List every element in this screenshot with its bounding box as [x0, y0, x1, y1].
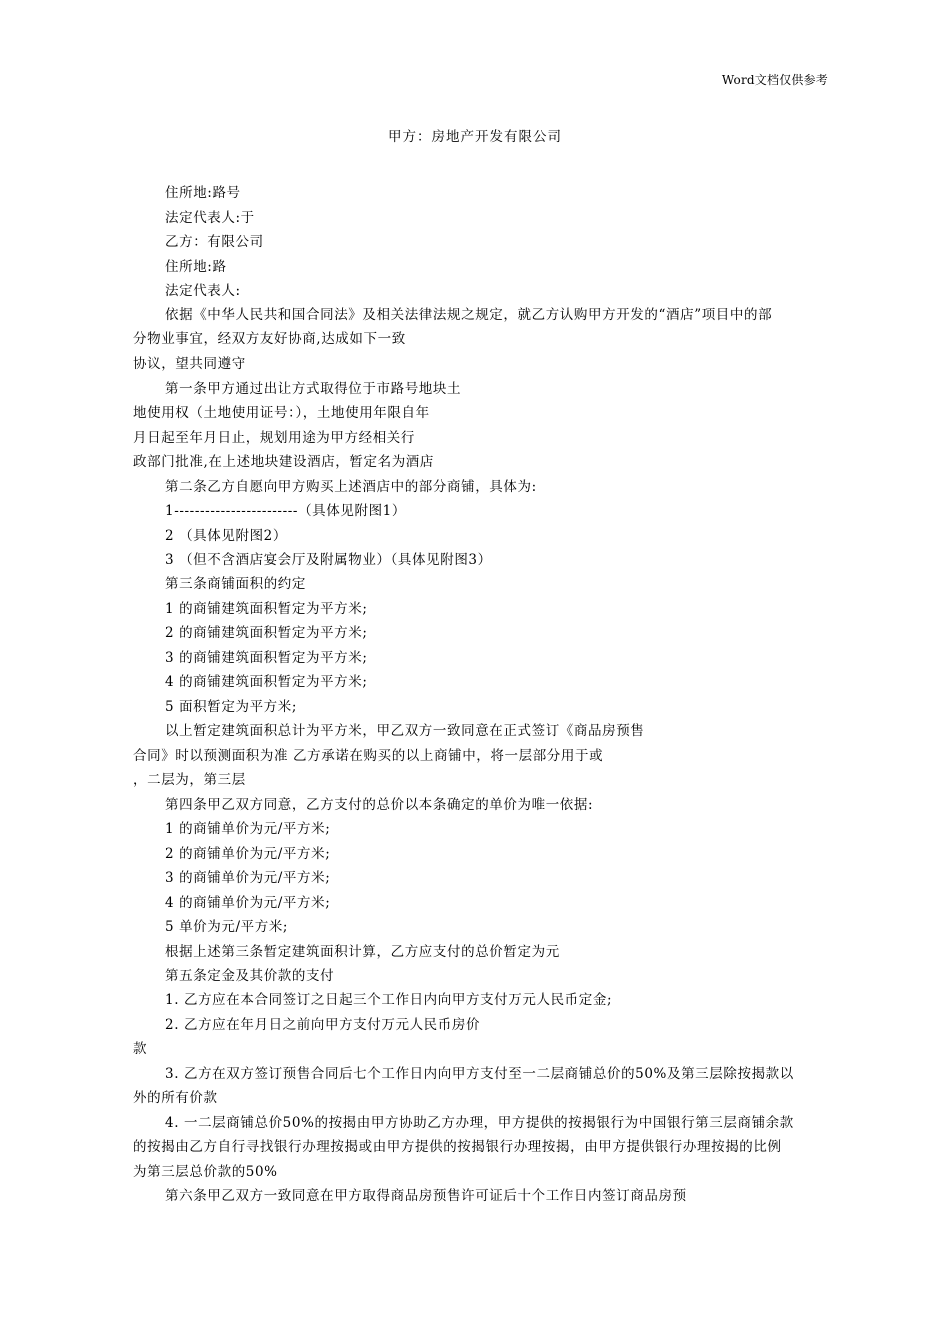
text-line: 分物业事宜，经双方友好协商,达成如下一致 — [133, 331, 406, 347]
page-header-note: Word文档仅供参考 — [721, 73, 828, 87]
text-line: 2 的商铺建筑面积暂定为平方米; — [165, 625, 368, 641]
text-line: 地使用权（土地使用证号：），土地使用年限自年 — [133, 405, 430, 421]
text-line: 法定代表人:于 — [165, 210, 255, 226]
text-line: 第四条甲乙双方同意，乙方支付的总价以本条确定的单价为唯一依据: — [165, 797, 594, 813]
text-line: 外的所有价款 — [133, 1090, 218, 1106]
text-line: 月日起至年月日止，规划用途为甲方经相关行 — [133, 430, 415, 446]
text-line: 1. 乙方应在本合同签订之日起三个工作日内向甲方支付万元人民币定金; — [165, 992, 613, 1008]
text-line: 4 的商铺建筑面积暂定为平方米; — [165, 674, 368, 690]
text-line: 2 （具体见附图2） — [165, 528, 287, 544]
text-line: 第六条甲乙双方一致同意在甲方取得商品房预售许可证后十个工作日内签订商品房预 — [165, 1188, 687, 1204]
text-line: 2. 乙方应在年月日之前向甲方支付万元人民币房价 — [165, 1017, 481, 1033]
text-line: 法定代表人: — [165, 283, 241, 299]
text-line: 住所地:路号 — [165, 185, 241, 201]
text-line: 3 的商铺单价为元/平方米; — [165, 870, 331, 886]
text-line: 1 的商铺建筑面积暂定为平方米; — [165, 601, 368, 617]
text-line: 第一条甲方通过出让方式取得位于市路号地块土 — [165, 381, 462, 397]
text-line: 合同》时以预测面积为准 乙方承诺在购买的以上商铺中，将一层部分用于或 — [133, 748, 604, 764]
text-line: 款 — [133, 1041, 148, 1057]
text-line: 3 的商铺建筑面积暂定为平方米; — [165, 650, 368, 666]
text-line: 3. 乙方在双方签订预售合同后七个工作日内向甲方支付至一二层商铺总价的50%及第三层除按揭款以 — [165, 1066, 794, 1082]
text-line: 2 的商铺单价为元/平方米; — [165, 846, 331, 862]
text-line: 第五条定金及其价款的支付 — [165, 968, 335, 984]
text-line: 5 面积暂定为平方米; — [165, 699, 298, 715]
text-line: 根据上述第三条暂定建筑面积计算，乙方应支付的总价暂定为元 — [165, 944, 560, 960]
text-line: 第二条乙方自愿向甲方购买上述酒店中的部分商铺，具体为: — [165, 479, 537, 495]
text-line: ，二层为，第三层 — [133, 772, 246, 788]
document-title: 甲方：房地产开发有限公司 — [388, 129, 562, 145]
text-line: 的按揭由乙方自行寻找银行办理按揭或由甲方提供的按揭银行办理按揭，由甲方提供银行办理按揭的比例 — [133, 1139, 782, 1155]
text-line: 住所地:路 — [165, 259, 227, 275]
text-line: 第三条商铺面积的约定 — [165, 576, 306, 592]
text-line: 为第三层总价款的50% — [133, 1164, 278, 1180]
text-line: 依据《中华人民共和国合同法》及相关法律法规之规定，就乙方认购甲方开发的“酒店”项目中的部 — [165, 307, 773, 323]
text-line: 1------------------------（具体见附图1） — [165, 503, 406, 519]
text-line: 以上暂定建筑面积总计为平方米，甲乙双方一致同意在正式签订《商品房预售 — [165, 723, 645, 739]
text-line: 3 （但不含酒店宴会厅及附属物业）（具体见附图3） — [165, 552, 492, 568]
text-line: 1 的商铺单价为元/平方米; — [165, 821, 331, 837]
text-line: 4. 一二层商铺总价50%的按揭由甲方协助乙方办理，甲方提供的按揭银行为中国银行第三层商铺余款 — [165, 1115, 794, 1131]
text-line: 乙方：有限公司 — [165, 234, 264, 250]
text-line: 4 的商铺单价为元/平方米; — [165, 895, 331, 911]
text-line: 政部门批准,在上述地块建设酒店，暂定名为酒店 — [133, 454, 434, 470]
text-line: 5 单价为元/平方米; — [165, 919, 289, 935]
text-line: 协议，望共同遵守 — [133, 356, 246, 372]
